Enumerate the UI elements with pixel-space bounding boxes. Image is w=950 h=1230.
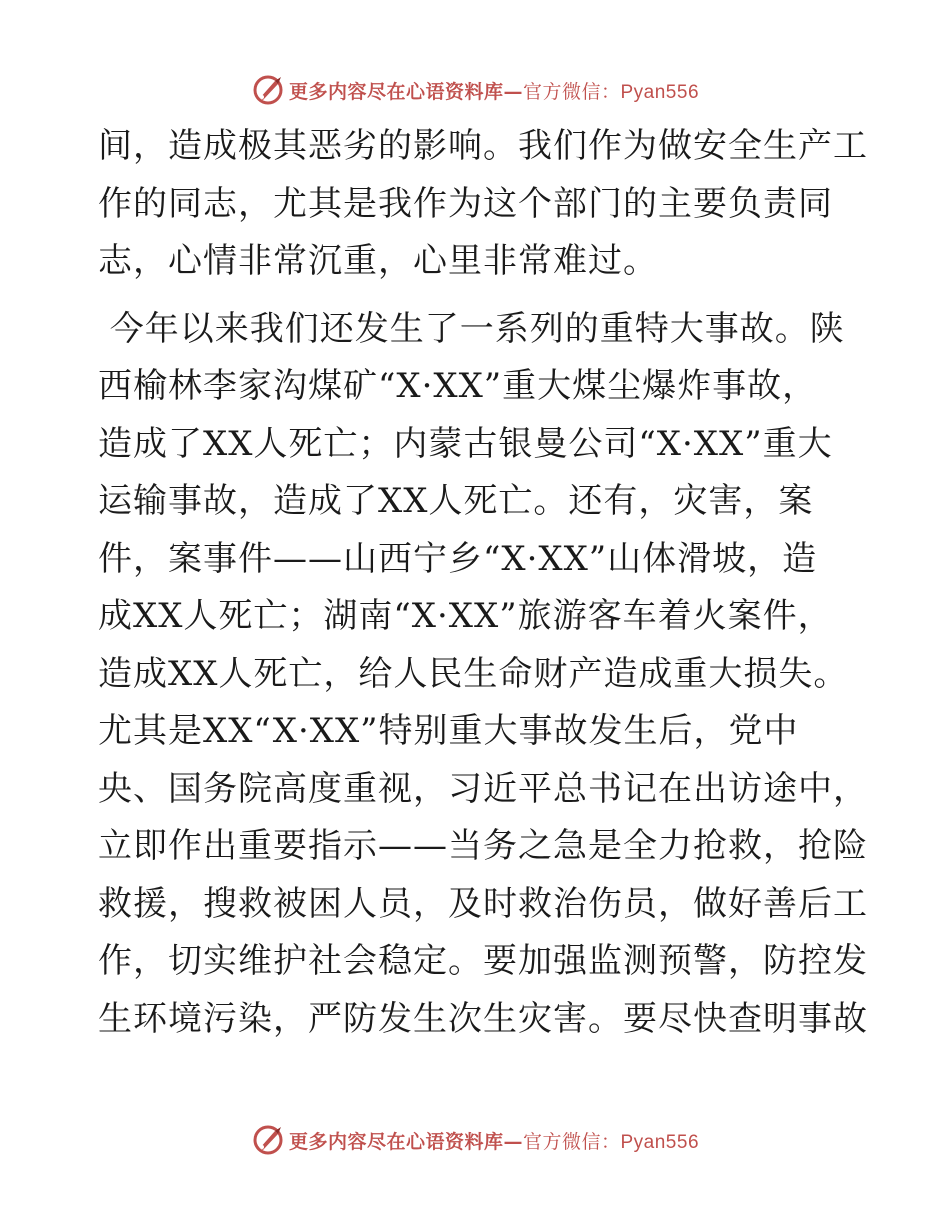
text-line: 央、国务院高度重视，习近平总书记在出访途中， [98,768,868,809]
header-wechat-label: 官方微信： [522,80,621,103]
paragraph-spacer [98,291,858,301]
footer-banner [0,1120,950,1160]
text-line: 件，案事件——山西宁乡“X·XX”山体滑坡，造 [98,538,818,579]
text-line: 志，心情非常沉重，心里非常难过。 [98,241,658,281]
text-line: 尤其是XX“X·XX”特别重大事故发生后，党中 [98,711,799,751]
text-line: 造成XX人死亡，给人民生命财产造成重大损失。 [98,653,849,694]
text-line: 作，切实维护社会稳定。要加强监测预警，防控发 [98,941,868,981]
text-line: 作的同志，尤其是我作为这个部门的主要负责同 [98,183,833,224]
paragraph-2 [98,301,868,1049]
quill-pen-logo-icon [251,1123,285,1157]
footer-banner-text [289,1127,699,1154]
footer-banner-title: 更多内容尽在心语资料库— [288,1130,523,1153]
text-line: 救援，搜救被困人员，及时救治伤员，做好善后工 [98,883,868,924]
text-line: 间，造成极其恶劣的影响。我们作为做安全生产工 [98,126,868,166]
document-body [98,118,868,1048]
text-line: 成XX人死亡；湖南“X·XX”旅游客车着火案件， [98,596,833,636]
header-banner-title: 更多内容尽在心语资料库— [288,80,523,103]
text-line: 立即作出重要指示——当务之急是全力抢救，抢险 [98,826,868,866]
header-banner [0,70,950,110]
footer-wechat-id: Pyan556 [620,1131,700,1153]
text-line: 运输事故，造成了XX人死亡。还有，灾害，案 [98,481,814,521]
text-line: 今年以来我们还发生了一系列的重特大事故。陕 [98,308,845,349]
text-line: 造成了XX人死亡；内蒙古银曼公司“X·XX”重大 [98,423,833,464]
paragraph-1 [98,118,868,291]
text-line: 西榆林李家沟煤矿“X·XX”重大煤尘爆炸事故， [98,366,818,406]
text-line: 生环境污染，严防发生次生灾害。要尽快查明事故 [98,998,868,1039]
quill-pen-logo-icon [251,73,285,107]
footer-wechat-label: 官方微信： [522,1130,621,1153]
header-banner-text [289,77,699,104]
header-wechat-id: Pyan556 [620,81,700,103]
